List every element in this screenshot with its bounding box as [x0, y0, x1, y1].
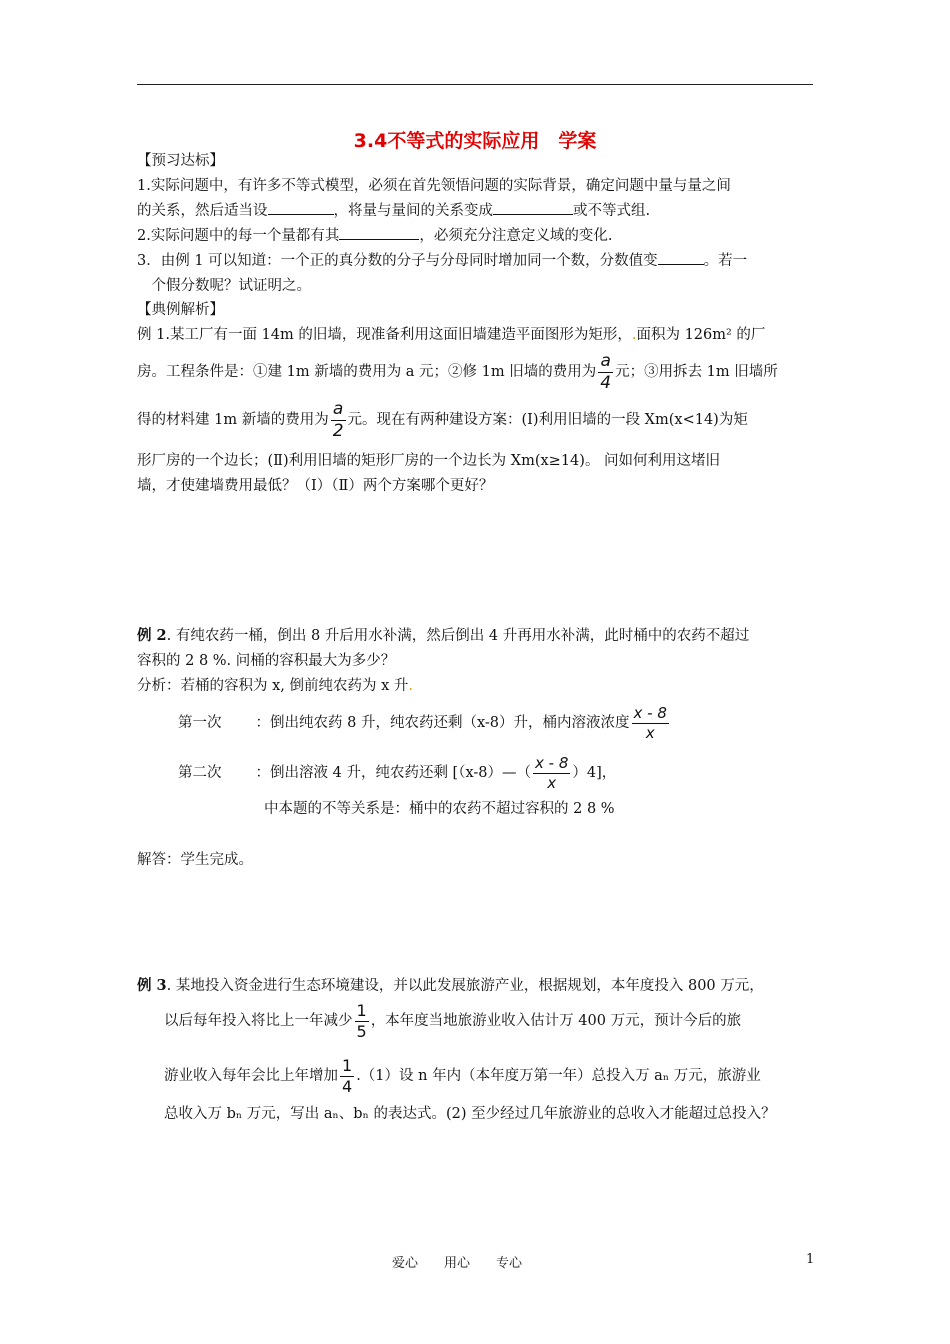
- preview-q1-line1: 1.实际问题中，有许多不等式模型，必须在首先领悟问题的实际背景，确定问题中量与量之间: [137, 178, 731, 194]
- ex2-line2: 容积的 2 8 %. 问桶的容积最大为多少？: [137, 653, 396, 669]
- fraction-denominator: 2: [332, 420, 344, 441]
- ex3-text: 游业收入每年会比上年增加: [164, 1068, 338, 1084]
- ex2-first-step: [178, 700, 671, 746]
- step-label: 第二次: [178, 765, 222, 781]
- ex3-label: 例 3: [137, 977, 167, 994]
- ex2-line1: [137, 625, 749, 647]
- fraction-denominator: 5: [356, 1021, 367, 1041]
- fraction-x-minus-8-over-x: [533, 753, 570, 792]
- preview-q3-text-a: 3．由例 1 可以知道：一个正的真分数的分子与分母同时增加同一个数，分数值变: [137, 253, 658, 269]
- ex1-text: 元；③用拆去 1m 旧墙所: [615, 364, 778, 380]
- preview-q3-line1: [137, 250, 747, 272]
- preview-q2-line: [137, 225, 612, 247]
- ex2-second-step: [178, 750, 616, 796]
- ex2-dot-mark: .: [408, 678, 414, 694]
- preview-q2-text-b: ，必须充分注意定义域的变化.: [419, 228, 613, 244]
- fraction-a-over-2: [331, 398, 346, 441]
- preview-q3-line2: 个假分数呢？试证明之。: [137, 278, 311, 294]
- ex2-relation: 中本题的不等关系是：桶中的农药不超过容积的 2 8 %: [264, 801, 615, 817]
- fraction-x-minus-8-over-x: [632, 703, 669, 742]
- fraction-numerator: 1: [356, 1000, 367, 1020]
- preview-q1-text-b: ，将量与量间的关系变成: [333, 203, 493, 219]
- header-rule: [137, 84, 813, 85]
- ex2-text: . 有纯农药一桶，倒出 8 升后用水补满，然后倒出 4 升再用水补满，此时桶中的农药不超过: [166, 628, 750, 644]
- fraction-numerator: 1: [342, 1055, 353, 1075]
- fraction-1-over-4: [340, 1055, 354, 1096]
- preview-q1-text-c: 或不等式组.: [573, 203, 651, 219]
- ex1-text: 例 1.某工厂有一面 14m 的旧墙，现准备利用这面旧墙建造平面图形为矩形，: [137, 327, 632, 343]
- preview-q3-text-b: 。若一: [703, 253, 748, 269]
- fill-blank[interactable]: [268, 200, 334, 215]
- ex1-line2: [137, 352, 778, 392]
- fraction-denominator: 4: [600, 372, 612, 393]
- fraction-1-over-5: [355, 1000, 369, 1041]
- ex2-text: ：倒出纯农药 8 升，纯农药还剩（x-8）升，桶内溶液浓度: [255, 715, 630, 731]
- fraction-numerator: a: [331, 401, 346, 421]
- ex2-text: 分析：若桶的容积为 x, 倒前纯农药为 x 升: [137, 678, 409, 694]
- ex3-text: . 某地投入资金进行生态环境建设，并以此发展旅游产业，根据规划，本年度投入 800 万元，: [166, 978, 764, 994]
- fill-blank[interactable]: [339, 225, 419, 240]
- ex1-text: 房。工程条件是：①建 1m 新墙的费用为 a 元；②修 1m 旧墙的费用为: [137, 364, 597, 380]
- section-preview-heading: 【预习达标】: [137, 153, 224, 169]
- page-title: 3.4不等式的实际应用 学案: [353, 130, 597, 152]
- preview-q1-line2: [137, 200, 650, 222]
- footer-motto: 爱心 用心 专心: [392, 1256, 523, 1271]
- fill-blank[interactable]: [493, 200, 573, 215]
- ex1-line4: 形厂房的一个边长；(Ⅱ)利用旧墙的矩形厂房的一个边长为 Xm(x≥14)。 问如何利用这堵旧: [137, 453, 721, 469]
- ex1-line1: [137, 324, 765, 346]
- ex3-line3: [164, 1053, 761, 1099]
- fraction-denominator: x: [547, 773, 557, 792]
- ex1-text: 得的材料建 1m 新墙的费用为: [137, 412, 329, 428]
- preview-q2-text-a: 2.实际问题中的每一个量都有其: [137, 228, 340, 244]
- ex2-text: ：倒出溶液 4 升，纯农药还剩 [（x-8）—（: [255, 765, 532, 781]
- ex2-label: 例 2: [137, 627, 167, 644]
- ex3-text: .（1）设 n 年内（本年度万第一年）总投入万 aₙ 万元，旅游业: [356, 1068, 761, 1084]
- fraction-denominator: x: [645, 723, 655, 742]
- fraction-denominator: 4: [342, 1076, 353, 1096]
- fraction-numerator: x - 8: [633, 703, 667, 722]
- preview-q1-text-a: 的关系，然后适当设: [137, 203, 268, 219]
- ex2-text: ）4]，: [572, 765, 617, 781]
- step-label: 第一次: [178, 715, 222, 731]
- fraction-a-over-4: [598, 350, 613, 393]
- fill-blank[interactable]: [658, 250, 704, 265]
- ex1-text: 元。现在有两种建设方案：(Ⅰ)利用旧墙的一段 Xm(x<14)为矩: [347, 412, 748, 428]
- ex1-text: 面积为 126m² 的厂: [636, 327, 766, 343]
- ex2-answer: 解答：学生完成。: [137, 852, 253, 868]
- ex3-line2: [164, 998, 741, 1044]
- fraction-numerator: x - 8: [535, 753, 569, 772]
- ex2-analysis: [137, 675, 413, 697]
- page-number: 1: [806, 1252, 815, 1267]
- ex3-line4: 总收入万 bₙ 万元，写出 aₙ、bₙ 的表达式。(2) 至少经过几年旅游业的总收入才能超过总投入？: [164, 1106, 776, 1122]
- ex1-dot-mark: .: [631, 327, 637, 343]
- section-examples-heading: 【典例解析】: [137, 302, 224, 318]
- ex1-line3: [137, 400, 748, 440]
- ex3-text: ，本年度当地旅游业收入估计万 400 万元，预计今后的旅: [370, 1013, 742, 1029]
- ex3-text: 以后每年投入将比上一年减少: [164, 1013, 353, 1029]
- fraction-numerator: a: [598, 353, 613, 373]
- ex3-line1: [137, 975, 764, 997]
- ex1-line5: 墙，才使建墙费用最低？（Ⅰ）（Ⅱ）两个方案哪个更好？: [137, 478, 494, 494]
